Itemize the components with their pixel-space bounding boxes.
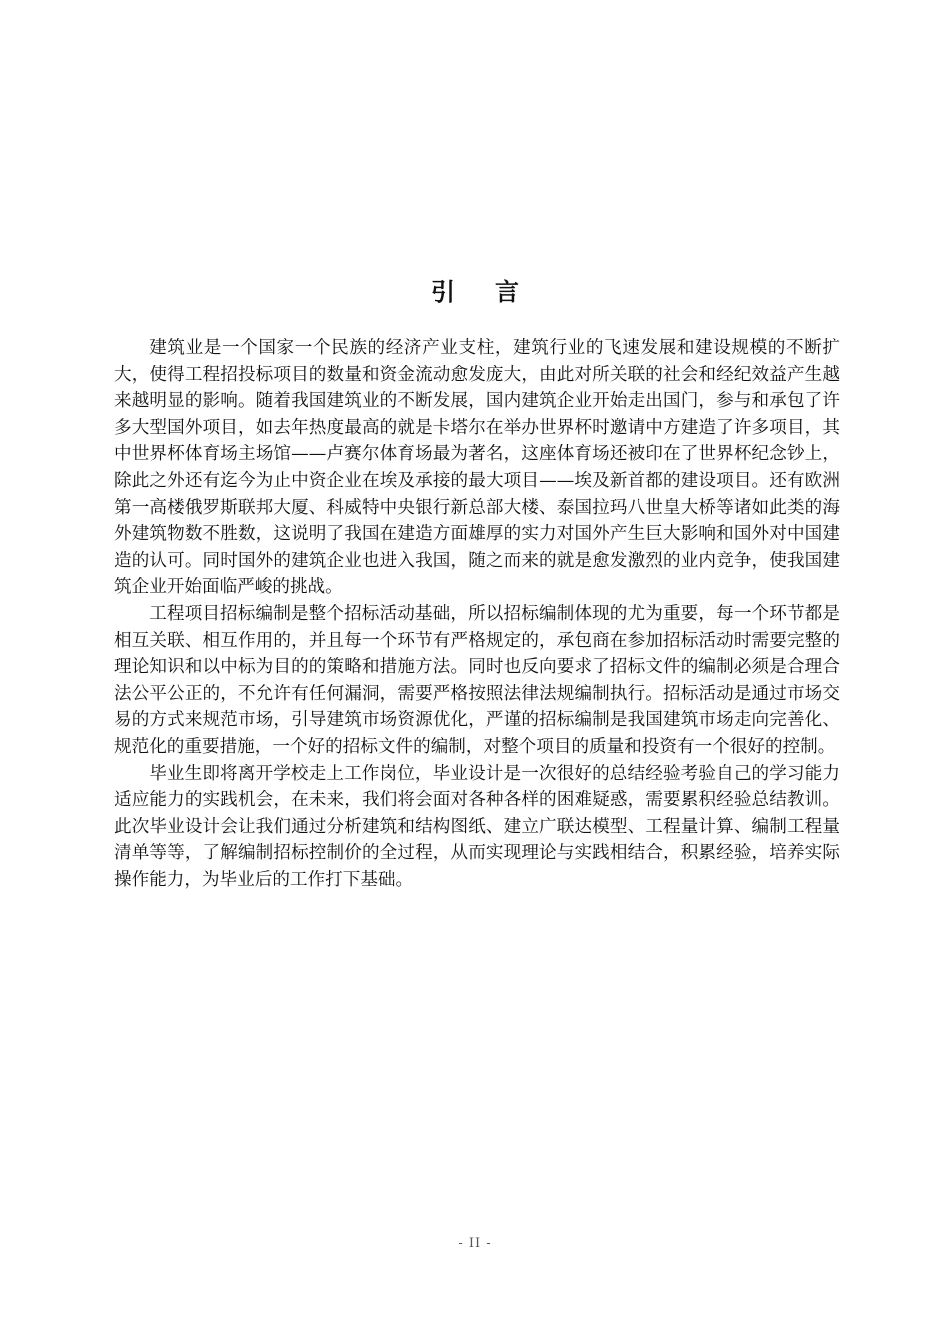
- paragraph-1: 建筑业是一个国家一个民族的经济产业支柱，建筑行业的飞速发展和建设规模的不断扩大，使得工程招投标项目的数量和资金流动愈发庞大，由此对所关联的社会和经纪效益产生越来越明显的影响。随着我国建筑业的不断发展，国内建筑企业开始走出国门，参与和承包了许多大型国外项目，如去年热度最高的就是卡塔尔在举办世界杯时邀请中方建造了许多项目，其中世界杯体育场主场馆——卢赛尔体育场最为著名，这座体育场还被印在了世界杯纪念钞上，除此之外还有迄今为止中资企业在埃及承接的最大项目——埃及新首都的建设项目。还有欧洲第一高楼俄罗斯联邦大厦、科威特中央银行新总部大楼、泰国拉玛八世皇大桥等诸如此类的海外建筑物数不胜数，这说明了我国在建造方面雄厚的实力对国外产生巨大影响和国外对中国建造的认可。同时国外的建筑企业也进入我国，随之而来的就是愈发激烈的业内竞争，使我国建筑企业开始面临严峻的挑战。: [114, 338, 840, 598]
- page-title: 引言: [431, 277, 559, 306]
- paragraph-2: 工程项目招标编制是整个招标活动基础，所以招标编制体现的尤为重要，每一个环节都是相互关联、相互作用的，并且每一个环节有严格规定的，承包商在参加招标活动时需要完整的理论知识和以中标为目的的策略和措施方法。同时也反向要求了招标文件的编制必须是合理合法公平公正的，不允许有任何漏洞，需要严格按照法律法规编制执行。招标活动是通过市场交易的方式来规范市场，引导建筑市场资源优化，严谨的招标编制是我国建筑市场走向完善化、规范化的重要措施，一个好的招标文件的编制，对整个项目的质量和投资有一个很好的控制。: [114, 603, 840, 757]
- page-number: - II -: [458, 1236, 492, 1251]
- body-text: [114, 335, 840, 893]
- paragraph-3: 毕业生即将离开学校走上工作岗位，毕业设计是一次很好的总结经验考验自己的学习能力适应能力的实践机会，在未来，我们将会面对各种各样的困难疑惑，需要累积经验总结教训。此次毕业设计会让我们通过分析建筑和结构图纸、建立广联达模型、工程量计算、编制工程量清单等等，了解编制招标控制价的全过程，从而实现理论与实践相结合，积累经验，培养实际操作能力，为毕业后的工作打下基础。: [114, 763, 840, 890]
